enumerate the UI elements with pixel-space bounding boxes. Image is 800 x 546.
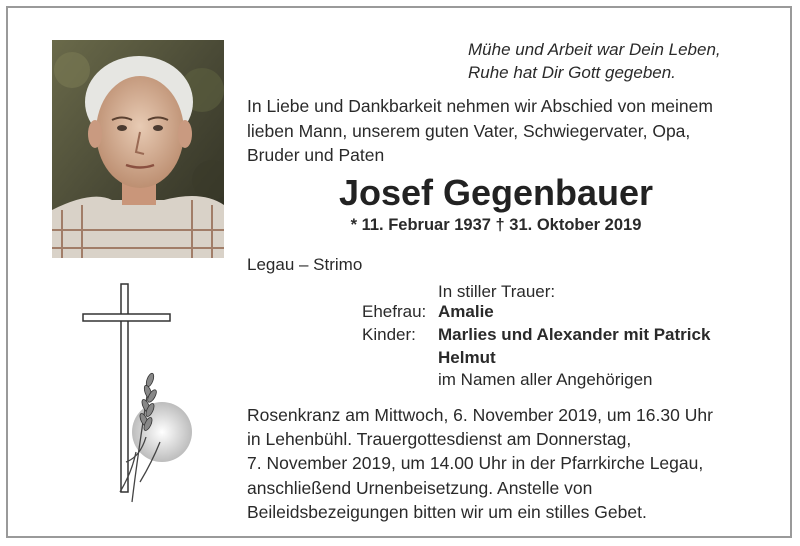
portrait-photo	[52, 40, 224, 258]
closing-line-1: Rosenkranz am Mittwoch, 6. November 2019, um 16.30 Uhr	[247, 405, 713, 425]
cross-emblem	[80, 282, 192, 506]
children-line-2: Helmut	[438, 348, 496, 367]
motto-line-1: Mühe und Arbeit war Dein Leben,	[468, 40, 721, 59]
intro-line-2: lieben Mann, unserem guten Vater, Schwiegervater, Opa,	[247, 120, 691, 141]
closing-line-2: in Lehenbühl. Trauergottesdienst am Donnerstag,	[247, 429, 632, 450]
motto-verse	[468, 38, 721, 84]
place: Legau – Strimo	[247, 255, 363, 274]
mourning-line: In stiller Trauer:	[438, 282, 556, 301]
spouse-label: Ehefrau:	[362, 302, 427, 321]
children-line-1: Marlies und Alexander mit Patrick	[438, 325, 711, 344]
intro-line-1: In Liebe und Dankbarkeit nehmen wir Abschied von meinem	[247, 96, 713, 116]
closing-line-4: anschließend Urnenbeisetzung. Anstelle von	[247, 477, 593, 498]
service-details	[247, 403, 713, 524]
closing-line-5: Beileidsbezeigungen bitten wir um ein stilles Gebet.	[247, 501, 647, 522]
deceased-name: Josef Gegenbauer	[338, 172, 654, 213]
children-label: Kinder:	[362, 325, 416, 344]
motto-line-2: Ruhe hat Dir Gott gegeben.	[468, 63, 676, 82]
life-dates: * 11. Februar 1937 † 31. Oktober 2019	[350, 216, 642, 234]
intro-line-3: Bruder und Paten	[247, 145, 385, 165]
relatives-line: im Namen aller Angehörigen	[438, 370, 653, 389]
intro-text	[247, 94, 713, 168]
closing-line-3: 7. November 2019, um 14.00 Uhr in der Pfarrkirche Legau,	[247, 453, 704, 474]
spouse-name: Amalie	[438, 302, 494, 321]
